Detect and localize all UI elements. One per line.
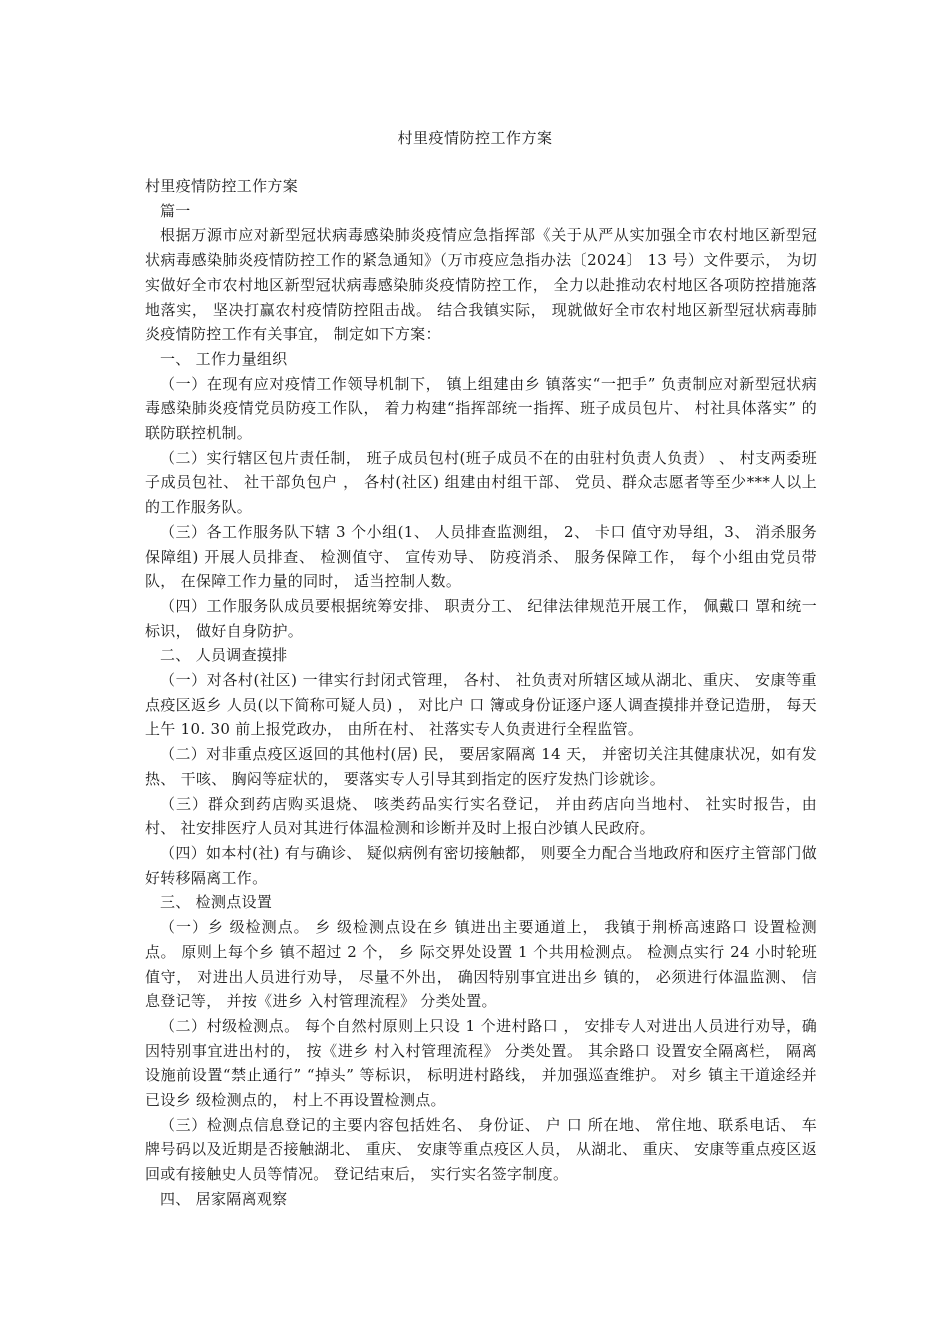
- section-heading-4: 四、 居家隔离观察: [160, 1189, 288, 1208]
- paragraph: （一）乡 级检测点。 乡 级检测点设在乡 镇进出主要通道上， 我镇于荆桥高速路口 设置检测点。 原则上每个乡 镇不超过 2 个， 乡 际交界处设置 1 个共用检测点。 检测点实行 24 小时轮班值守， 对进出人员进行劝导， 尽量不外出， 确因特别事宜进出乡 镇的， 必须进行体温监测、 信息登记等， 并按《进乡 入村管理流程》 分类处置。: [145, 918, 817, 1011]
- paragraph: （四）工作服务队成员要根据统筹安排、 职责分工、 纪律法律规范开展工作， 佩戴口 罩和统一标识， 做好自身防护。: [145, 596, 817, 640]
- document-body: [145, 174, 817, 1212]
- part-label: 篇一: [160, 201, 191, 220]
- document-subtitle: 村里疫情防控工作方案: [145, 177, 299, 195]
- paragraph-intro: 根据万源市应对新型冠状病毒感染肺炎疫情应急指挥部《关于从严从实加强全市农村地区新型冠状病毒感染肺炎疫情防控工作的紧急通知》（万市疫应急指办法〔2024〕 13 号）文件要示， 为切实做好全市农村地区新型冠状病毒感染肺炎疫情防控工作， 全力以赴推动农村地区各项防控措施落地落实， 坚决打赢农村疫情防控阻击战。 结合我镇实际， 现就做好全市农村地区新型冠状病毒肺炎疫情防控工作有关事宜， 制定如下方案：: [145, 226, 817, 344]
- paragraph: （二）村级检测点。 每个自然村原则上只设 1 个进村路口 ， 安排专人对进出人员进行劝导，确因特别事宜进出村的， 按《进乡 村入村管理流程》 分类处置。 其余路口 设置安全隔离栏， 隔离设施前设置“禁止通行” “掉头” 等标识， 标明进村路线， 并加强巡查维护。 对乡 镇主干道途经并已设乡 级检测点的， 村上不再设置检测点。: [145, 1016, 817, 1110]
- section-heading-2: 二、 人员调查摸排: [160, 646, 288, 665]
- document-title: 村里疫情防控工作方案: [397, 129, 553, 147]
- section-heading-3: 三、 检测点设置: [160, 893, 273, 912]
- paragraph: （三）检测点信息登记的主要内容包括姓名、 身份证、 户 口 所在地、 常住地、联系电话、 车牌号码以及近期是否接触湖北、 重庆、 安康等重点疫区人员， 从湖北、 重庆、 安康等重点疫区返回或有接触史人员等情况。 登记结束后， 实行实名签字制度。: [145, 1115, 817, 1184]
- paragraph: （二）实行辖区包片责任制， 班子成员包村(班子成员不在的由驻村负责人负责） 、 村支两委班子成员包社、 社干部负包户 ， 各村(社区) 组建由村组干部、 党员、群众志愿者等至少***人以上的工作服务队。: [145, 448, 817, 517]
- paragraph: （三）群众到药店购买退烧、 咳类药品实行实名登记， 并由药店向当地村、 社实时报告，由村、 社安排医疗人员对其进行体温检测和诊断并及时上报白沙镇人民政府。: [145, 794, 817, 838]
- section-heading-1: 一、 工作力量组织: [160, 349, 288, 368]
- paragraph: （二）对非重点疫区返回的其他村(居) 民， 要居家隔离 14 天， 并密切关注其健康状况，如有发热、 干咳、 胸闷等症状的， 要落实专人引导其到指定的医疗发热门诊就诊。: [145, 745, 817, 788]
- paragraph: （一）对各村(社区) 一律实行封闭式管理， 各村、 社负责对所辖区域从湖北、重庆、 安康等重点疫区返乡 人员(以下简称可疑人员) ， 对比户 口 簿或身份证逐户逐人调查摸排并登记造册， 每天上午 10. 30 前上报党政办， 由所在村、 社落实专人负责进行全程监管。: [145, 671, 817, 739]
- paragraph: （四）如本村(社) 有与确诊、 疑似病例有密切接触都， 则要全力配合当地政府和医疗主管部门做好转移隔离工作。: [145, 843, 817, 887]
- paragraph: （一）在现有应对疫情工作领导机制下， 镇上组建由乡 镇落实“一把手” 负责制应对新型冠状病毒感染肺炎疫情党员防疫工作队， 着力构建“指挥部统一指挥、班子成员包片、 村社具体落实” 的联防联控机制。: [145, 374, 817, 443]
- paragraph: （三）各工作服务队下辖 3 个小组(1、 人员排查监测组， 2、 卡口 值守劝导组，3、 消杀服务保障组) 开展人员排查、 检测值守、 宣传劝导、 防疫消杀、 服务保障工作， 每个小组由党员带队， 在保障工作力量的同时， 适当控制人数。: [145, 522, 817, 591]
